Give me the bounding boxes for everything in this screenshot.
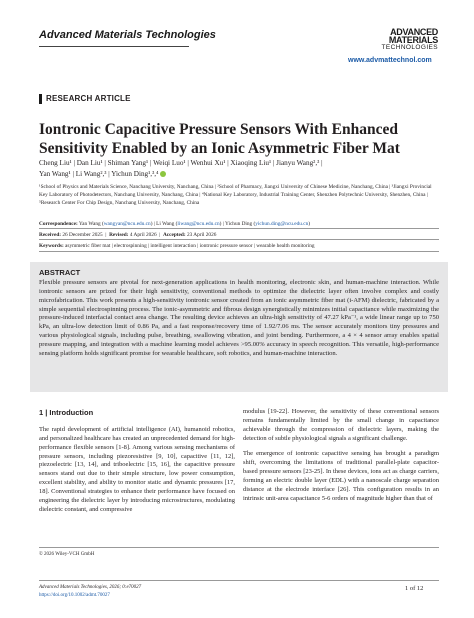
author-line-2-wrap <box>39 169 439 180</box>
footer-journal: Advanced Materials Technologies, 2026; 0:e70027 <box>39 585 142 590</box>
journal-name: Advanced Materials Technologies <box>39 29 216 41</box>
correspondence-label: Correspondence: <box>39 221 78 227</box>
correspondence <box>39 220 439 228</box>
journal-website-link[interactable]: www.advmattechnol.com <box>348 57 432 64</box>
correspondence-text: ) | Yichun Ding ( <box>219 221 256 227</box>
keywords-text: asymmetric fiber mat | electrospinning | intelligent interaction | iontronic pressure sensor | wearable health monitoring <box>65 243 315 249</box>
author-list <box>39 158 439 180</box>
abstract-heading: ABSTRACT <box>39 268 81 277</box>
keywords-label: Keywords: <box>39 243 64 249</box>
paragraph: The rapid development of artificial intelligence (AI), humanoid robotics, and personalized healthcare has created an unprecedented demand for high-performance flexible sensors [1-8]. Among various sensing mechanisms of pressure sensors, including piezoresistive [9, 10], capacitive [11, 12], piezoelectric [13, 14], and triboelectric [15, 16], the capacitive pressure sensors stand out due to their simple structure, low power consumption, excellent stability, and ability to monitor static and dynamic pressures [17, 18]. Conventional strategies to enhance their performance have focused on engineering the dielectric layer by introducing microstructures, modulating dielectric constant, and compressive <box>39 426 235 513</box>
author-line-2: Yan Wang¹ | Li Wang²,³ | Yichun Ding¹,³,⁴ <box>39 170 159 178</box>
logo-line-1: ADVANCED <box>390 27 438 37</box>
divider <box>39 228 439 229</box>
email-link[interactable]: yichun.ding@ncu.edu.cn <box>255 221 309 227</box>
abstract-text: Flexible pressure sensors are pivotal for next-generation applications in health monitoring, electronic skin, and human-machine interaction. While iontronic sensors are prized for their high sensitivity, conventional methods to optimize the dielectric layer often involve complex and costly microfabrication. This work presents a high-sensitivity iontronic sensor created from an ionic asymmetric fiber mat (i-AFM) dielectric, fabricated by a simple sequential electrospinning process. The ionic-asymmetric and fibrous design synergistically minimizes initial capacitance while maximizing the pressure-induced interfacial contact area change. The resulting device achieves an ultra-high sensitivity of 47.27 kPa⁻¹, a wide linear range up to 750 kPa, an ultra-low detection limit of 0.86 Pa, and a fast response/recovery time of 1.92/7.06 ms. The sensor accurately monitors tiny pressures and various physiological signals, including pulse, breathing, swallowing vibration, and joint bending. Furthermore, a 4 × 4 sensor array enables spatial pressure mapping, and integration with a machine learning model achieves >95.00% accuracy in speech recognition. This versatile, high-performance sensing platform holds significant promise for wearable healthcare, soft robotics, and human-machine interaction. <box>39 279 439 357</box>
revised-label: Revised: <box>109 232 129 238</box>
revised-date: 4 April 2026 <box>129 232 157 238</box>
paragraph: The emergence of iontronic capacitive sensing has brought a paradigm shift, overcoming the limitations of traditional parallel-plate capacitor-based pressure sensors [23-25]. In these devices, ions act as charge carriers, forming an electric double layer (EDL) with a nanoscale charge separation distance at the electrode interface [26]. This configuration results in an intrinsic unit-area capacitance 5-6 orders of magnitude higher than that of <box>243 450 439 502</box>
email-link[interactable]: liwang@ncu.edu.cn <box>177 221 220 227</box>
correspondence-text: Yan Wang ( <box>78 221 104 227</box>
journal-logo <box>362 28 438 52</box>
article-dates: Received: 26 December 2025 | Revised: 4 April 2026 | Accepted: 23 April 2026 <box>39 232 217 238</box>
article-type-marker <box>39 94 42 104</box>
accepted-date: 23 April 2026 <box>186 232 217 238</box>
affiliations: ¹School of Physics and Materials Science, Nanchang University, Nanchang, China | ²School of Pharmacy, Jiangxi University of Chinese Medicine, Nanchang, China | ³Jiangxi Provincial Key Laboratory of Photodetectors, Nanchang University, Nanchang, China | ⁴National Key Laboratory, Industrial Training Center, Shenzhen Polytechnic University, Shenzhen, China | ⁵Research Center For Chip Design, Nanchang University, Nanchang, China <box>39 184 432 207</box>
doi-link[interactable]: https://doi.org/10.1002/admt.70027 <box>39 593 110 598</box>
logo-line-2: MATERIALS <box>388 35 438 45</box>
received-date: 26 December 2025 <box>62 232 103 238</box>
footer-divider <box>39 547 439 548</box>
keywords <box>39 243 439 249</box>
column-right <box>243 408 439 510</box>
column-left <box>39 426 235 521</box>
correspondence-text: ) <box>308 221 311 227</box>
accepted-label: Accepted: <box>162 232 186 238</box>
divider <box>39 239 439 240</box>
article-type: RESEARCH ARTICLE <box>46 94 131 103</box>
received-label: Received: <box>39 232 62 238</box>
logo-line-3: TECHNOLOGIES <box>381 44 438 51</box>
page-number: 1 of 12 <box>405 585 424 592</box>
divider <box>39 251 439 252</box>
email-link[interactable]: wangyan@ncu.edu.cn <box>103 221 151 227</box>
article-title: Iontronic Capacitive Pressure Sensors With Enhanced Sensitivity Enabled by an Ionic Asymmetric Fiber Mat <box>39 121 400 157</box>
orcid-icon[interactable] <box>160 171 166 177</box>
paragraph: modulus [19-22]. However, the sensitivity of these conventional sensors remains fundamentally limited by the small change in capacitance achievable through the compression of dielectric layers, making the detection of subtle physiological signals a significant challenge. <box>243 408 439 442</box>
section-heading-introduction: 1 | Introduction <box>39 408 94 417</box>
header-divider <box>39 46 189 47</box>
author-line-1: Cheng Liu¹ | Dan Liu¹ | Shiman Yang¹ | Weiqi Luo¹ | Wenhui Xu¹ | Xiaoqing Liu¹ | Jianyu Wang²,³ | <box>39 159 323 167</box>
footer-divider <box>39 580 439 581</box>
copyright: © 2026 Wiley-VCH GmbH <box>39 552 95 557</box>
correspondence-text: ) | Li Wang ( <box>150 221 178 227</box>
